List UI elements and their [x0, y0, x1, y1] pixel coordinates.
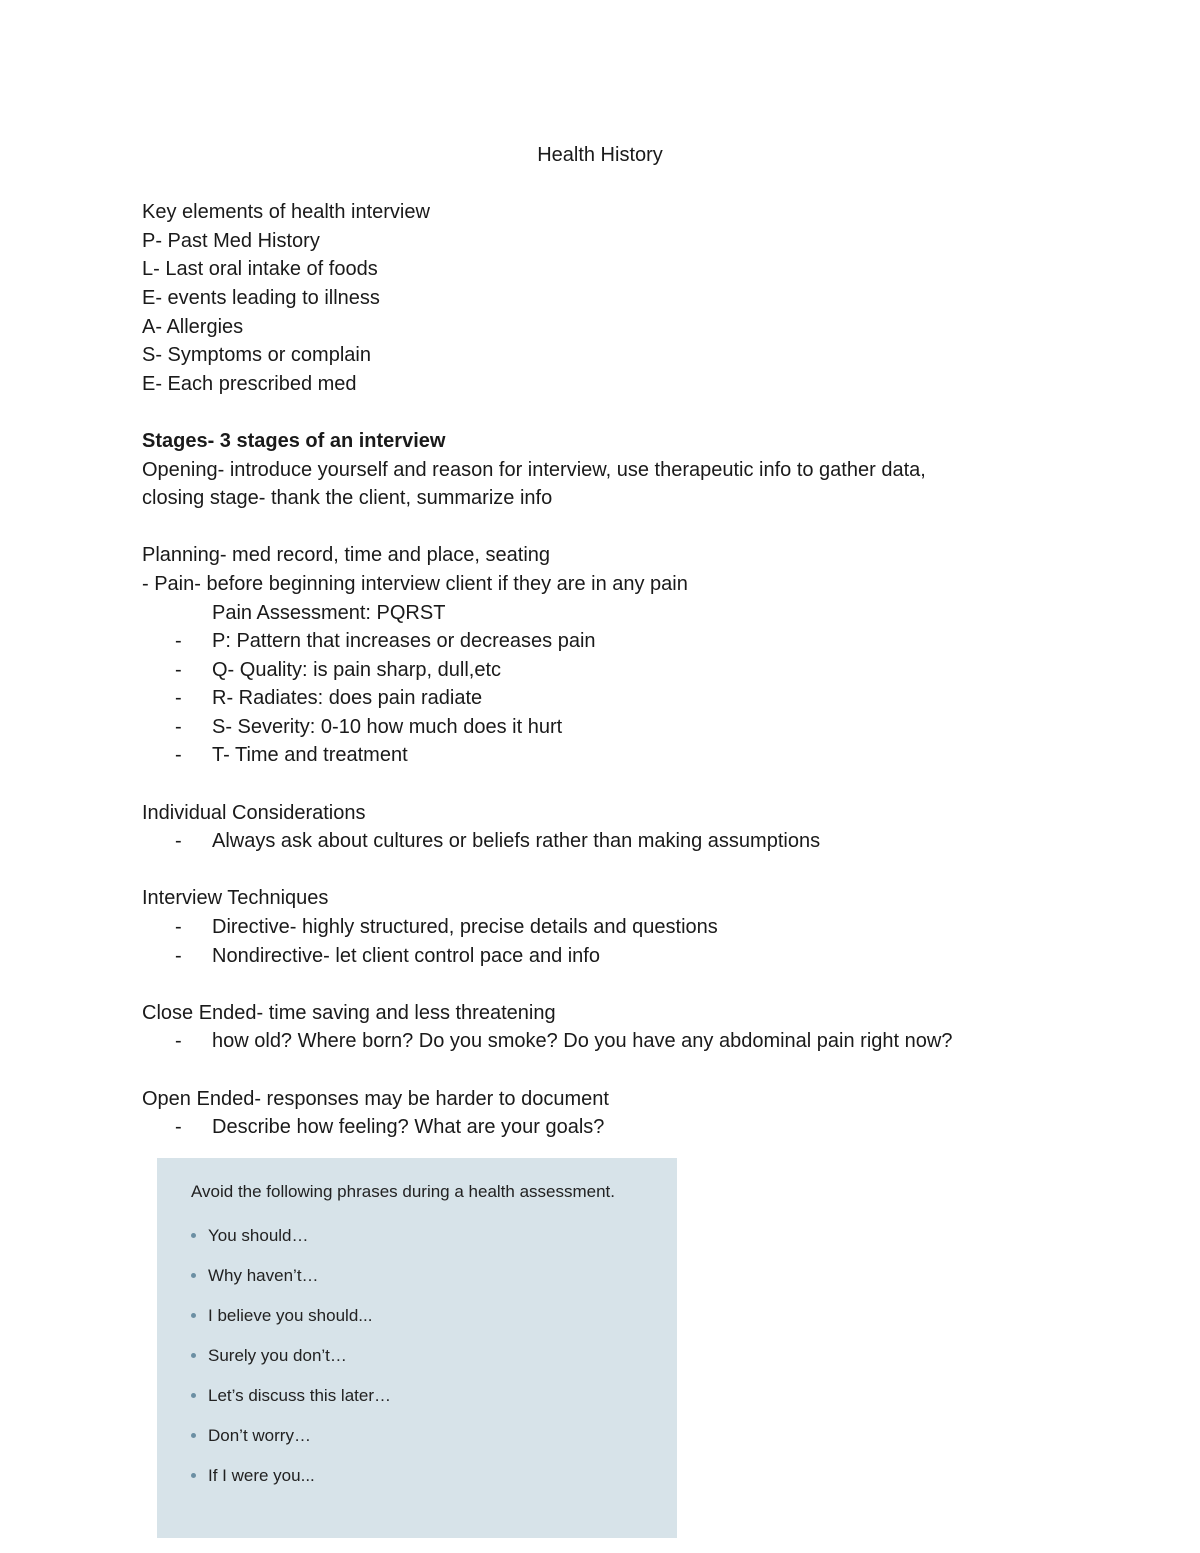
close-ended-heading: Close Ended- time saving and less threatening [142, 1001, 556, 1024]
pqrst-item-t: T- Time and treatment [212, 744, 408, 767]
dash-bullet: - [175, 715, 182, 738]
individual-heading: Individual Considerations [142, 801, 366, 824]
pqrst-item-s: S- Severity: 0-10 how much does it hurt [212, 715, 563, 738]
plaesae-item-e2: E- Each prescribed med [142, 372, 357, 395]
plaesae-heading: Key elements of health interview [142, 201, 430, 224]
list-item [142, 627, 1042, 656]
document-page [142, 141, 1042, 1142]
list-item [191, 1466, 677, 1506]
dash-bullet: - [175, 630, 182, 653]
list-item [142, 913, 1042, 942]
dash-bullet: - [175, 687, 182, 710]
phrase-text: Why haven’t… [208, 1266, 319, 1285]
phrase-text: I believe you should... [208, 1306, 373, 1325]
list-item [142, 741, 1042, 770]
technique-directive: Directive- highly structured, precise details and questions [212, 916, 718, 939]
stages-line-1: Opening- introduce yourself and reason for interview, use therapeutic info to gather data, [142, 458, 926, 481]
dash-bullet: - [175, 1030, 182, 1053]
list-item [142, 827, 1042, 856]
dash-bullet: - [175, 916, 182, 939]
plaesae-item-p: P- Past Med History [142, 229, 320, 252]
list-item [142, 1113, 1042, 1142]
phrase-text: Let’s discuss this later… [208, 1386, 391, 1405]
list-item [142, 1027, 1042, 1056]
list-item [142, 656, 1042, 685]
pqrst-item-q: Q- Quality: is pain sharp, dull,etc [212, 658, 502, 681]
list-item [191, 1266, 677, 1306]
bullet-dot-icon [191, 1473, 196, 1478]
list-item [191, 1226, 677, 1266]
bullet-dot-icon [191, 1353, 196, 1358]
list-item [191, 1386, 677, 1426]
list-item [191, 1306, 677, 1346]
document-title: Health History [537, 144, 663, 166]
individual-item: Always ask about cultures or beliefs rather than making assumptions [212, 830, 821, 853]
pain-line: - Pain- before beginning interview client if they are in any pain [142, 572, 688, 595]
plaesae-item-l: L- Last oral intake of foods [142, 258, 378, 281]
planning-heading: Planning- med record, time and place, seating [142, 544, 551, 567]
list-item [142, 684, 1042, 713]
list-item [142, 713, 1042, 742]
technique-nondirective: Nondirective- let client control pace and info [212, 944, 600, 967]
techniques-heading: Interview Techniques [142, 887, 329, 910]
pqrst-item-r: R- Radiates: does pain radiate [212, 687, 483, 710]
plaesae-item-s: S- Symptoms or complain [142, 344, 371, 367]
stages-line-2: closing stage- thank the client, summarize info [142, 487, 553, 510]
bullet-dot-icon [191, 1313, 196, 1318]
dash-bullet: - [175, 944, 182, 967]
plaesae-item-a: A- Allergies [142, 315, 244, 338]
close-ended-example: how old? Where born? Do you smoke? Do you have any abdominal pain right now? [212, 1030, 953, 1053]
list-item [191, 1346, 677, 1386]
avoid-phrases-callout [157, 1158, 677, 1538]
dash-bullet: - [175, 744, 182, 767]
dash-bullet: - [175, 1116, 182, 1139]
phrase-text: If I were you... [208, 1466, 315, 1485]
bullet-dot-icon [191, 1273, 196, 1278]
pain-assessment-label: Pain Assessment: PQRST [212, 601, 446, 624]
bullet-dot-icon [191, 1233, 196, 1238]
phrase-text: Surely you don’t… [208, 1346, 347, 1365]
pqrst-item-p: P: Pattern that increases or decreases pain [212, 630, 596, 653]
avoid-phrases-list [191, 1226, 677, 1506]
stages-heading: Stages- 3 stages of an interview [142, 429, 446, 452]
open-ended-example: Describe how feeling? What are your goals? [212, 1116, 605, 1139]
list-item [191, 1426, 677, 1466]
plaesae-item-e1: E- events leading to illness [142, 286, 380, 309]
callout-title: Avoid the following phrases during a health assessment. [191, 1182, 615, 1201]
phrase-text: Don’t worry… [208, 1426, 311, 1445]
bullet-dot-icon [191, 1433, 196, 1438]
open-ended-heading: Open Ended- responses may be harder to document [142, 1087, 609, 1110]
list-item [142, 942, 1042, 971]
bullet-dot-icon [191, 1393, 196, 1398]
dash-bullet: - [175, 830, 182, 853]
phrase-text: You should… [208, 1226, 309, 1245]
dash-bullet: - [175, 658, 182, 681]
